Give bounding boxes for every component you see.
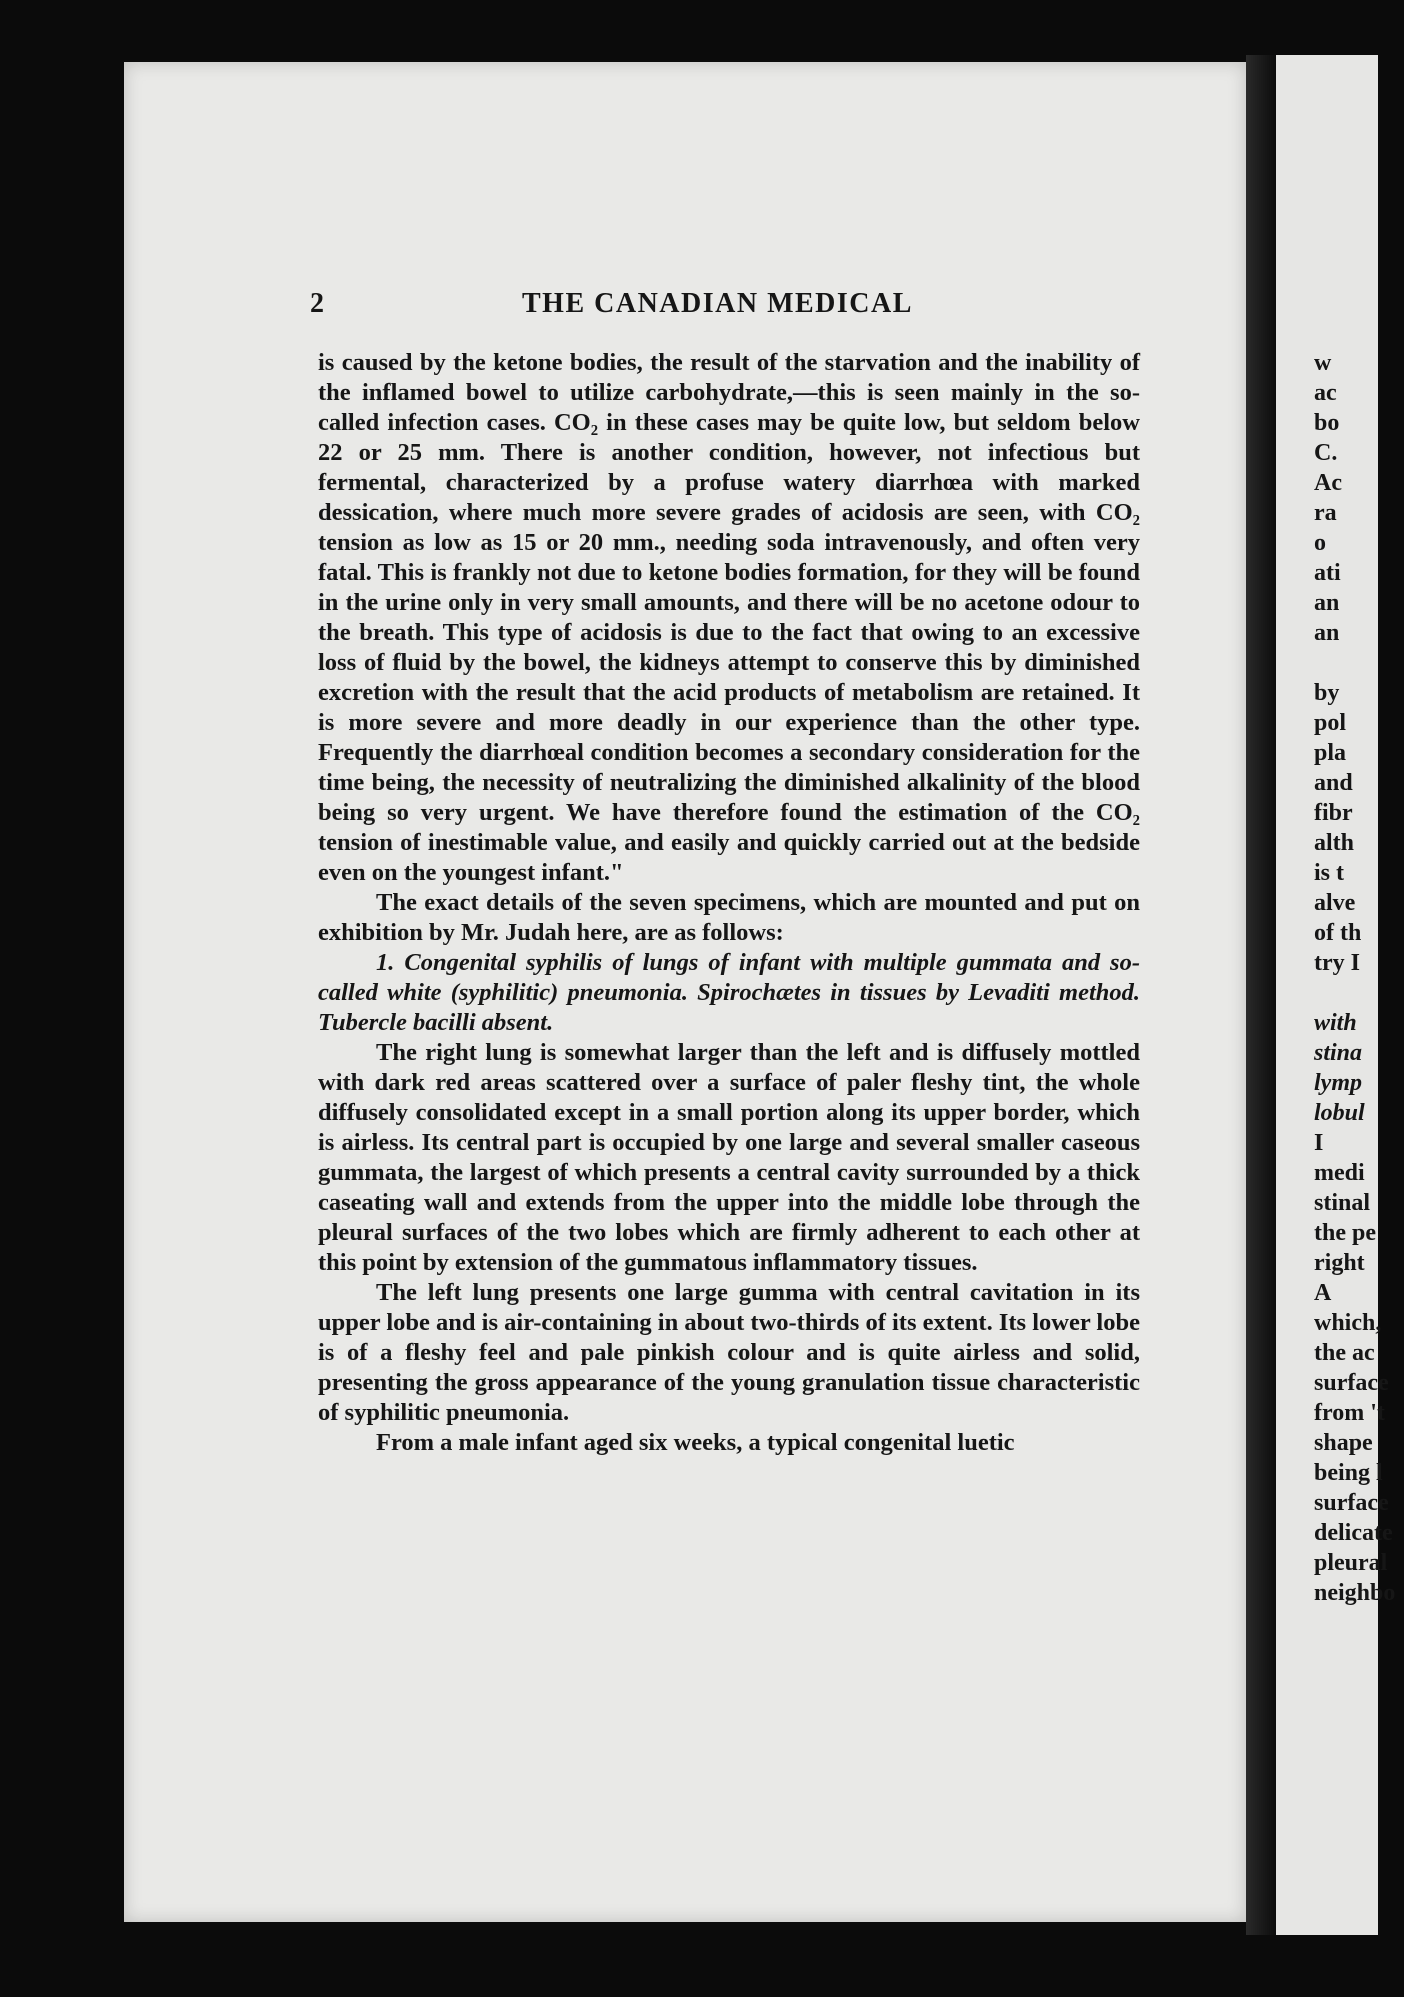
body-text (318, 348, 1140, 1458)
right-page-fragment: from 't (1314, 1400, 1385, 1426)
right-page-fragment: fibr (1314, 800, 1353, 826)
right-page-fragment: pla (1314, 740, 1347, 766)
right-page-fragment: medi (1314, 1160, 1365, 1186)
right-page-fragment: w (1314, 350, 1332, 376)
right-page-fragment: pol (1314, 710, 1347, 736)
right-page-fragment: lobul (1314, 1100, 1365, 1126)
right-page-blank-line (1314, 978, 1404, 1008)
right-page-blank-line (1314, 648, 1404, 678)
right-page-fragment: neighbo (1314, 1580, 1396, 1606)
right-page-fragment: and (1314, 770, 1353, 796)
paragraph-specimens-intro: The exact details of the seven specimens, which are mounted and put on exhibition by Mr. Judah here, are as follows: (318, 889, 1140, 946)
right-page-fragment: ac (1314, 380, 1337, 406)
right-page-fragment: with (1314, 1010, 1357, 1036)
page-number: 2 (310, 288, 324, 319)
right-page-fragment: pleural (1314, 1550, 1388, 1576)
right-page-fragment: by (1314, 680, 1340, 706)
right-page-fragment: o (1314, 530, 1326, 556)
right-page-fragment: is t (1314, 860, 1344, 886)
right-page-fragment: surface (1314, 1490, 1389, 1516)
right-page-fragment: A (1314, 1280, 1332, 1306)
right-page-fragment: lymp (1314, 1070, 1362, 1096)
paragraph-left-lung: The left lung presents one large gumma with central cavitation in its upper lobe and is air-containing in about two-thirds of its extent. Its lower lobe is of a fleshy feel and pale pinkish colour and is quite airless and solid, presenting the gross appearance of the young granulation tissue characteristic of syphilitic pneumonia. (318, 1279, 1140, 1426)
right-page-fragment: the pe (1314, 1220, 1376, 1246)
right-page-fragment: surface (1314, 1370, 1389, 1396)
paragraph-infant: From a male infant aged six weeks, a typical congenital luetic (376, 1429, 1015, 1456)
right-page-fragment: of th (1314, 920, 1362, 946)
right-page-fragment: Ac (1314, 470, 1342, 496)
right-page-fragment: stinal (1314, 1190, 1371, 1216)
right-page-fragment: an (1314, 590, 1340, 616)
right-page-fragment: stina (1314, 1040, 1363, 1066)
right-page-fragment: alve (1314, 890, 1356, 916)
right-page-fragment: I (1314, 1130, 1324, 1156)
specimen-heading: 1. Congenital syphilis of lungs of infant with multiple gummata and so-called white (syphilitic) pneumonia. Spirochætes in tissues by Levaditi method. Tubercle bacilli absent. (318, 949, 1140, 1036)
right-page-fragment: the ac (1314, 1340, 1375, 1366)
right-page-fragment: try I (1314, 950, 1360, 976)
book-gutter (1246, 55, 1276, 1935)
running-title: THE CANADIAN MEDICAL (522, 288, 913, 319)
right-page-text-fragments (1314, 348, 1404, 1608)
paragraph-right-lung: The right lung is somewhat larger than the left and is diffusely mottled with dark red areas scattered over a surface of paler fleshy tint, the whole diffusely consolidated except in a small portion along its upper border, which is airless. Its central part is occupied by one large and several smaller caseous gummata, the largest of which presents a central cavity surrounded by a thick caseating wall and extends from the upper into the middle lobe through the pleural surfaces of the two lobes which are firmly adherent to each other at this point by extension of the gummatous inflammatory tissues. (318, 1039, 1140, 1276)
page-header (310, 282, 1160, 322)
right-page-fragment: an (1314, 620, 1340, 646)
right-page-fragment: ati (1314, 560, 1341, 586)
right-page-fragment: C. (1314, 440, 1338, 466)
right-page-fragment: delicate (1314, 1520, 1393, 1546)
paragraph-acidosis: is caused by the ketone bodies, the result of the starvation and the inability of the inflamed bowel to utilize carbohydrate,—this is seen mainly in the so-called infection cases. CO₂ in these cases may be quite low, but seldom below 22 or 25 mm. There is another condition, however, not infectious but fermental, characterized by a profuse watery diarrhœa with marked dessication, where much more severe grades of acidosis are seen, with CO₂ tension as low as 15 or 20 mm., needing soda intravenously, and often very fatal. This is frankly not due to ketone bodies formation, for they will be found in the urine only in very small amounts, and there will be no acetone odour to the breath. This type of acidosis is due to the fact that owing to an excessive loss of fluid by the bowel, the kidneys attempt to conserve this by diminished excretion with the result that the acid products of metabolism are retained. It is more severe and more deadly in our experience than the other type. Frequently the diarrhœal condition becomes a secondary consideration for the time being, the necessity of neutralizing the diminished alkalinity of the blood being so very urgent. We have therefore found the estimation of the CO₂ tension of inestimable value, and easily and quickly carried out at the bedside even on the youngest infant." (318, 349, 1140, 886)
right-page-fragment: being l (1314, 1460, 1383, 1486)
right-page-fragment: bo (1314, 410, 1340, 436)
right-page-fragment: ra (1314, 500, 1337, 526)
right-page-fragment: which, (1314, 1310, 1382, 1336)
right-page-fragment: right (1314, 1250, 1365, 1276)
right-page-fragment: shape (1314, 1430, 1373, 1456)
right-page-fragment: alth (1314, 830, 1355, 856)
